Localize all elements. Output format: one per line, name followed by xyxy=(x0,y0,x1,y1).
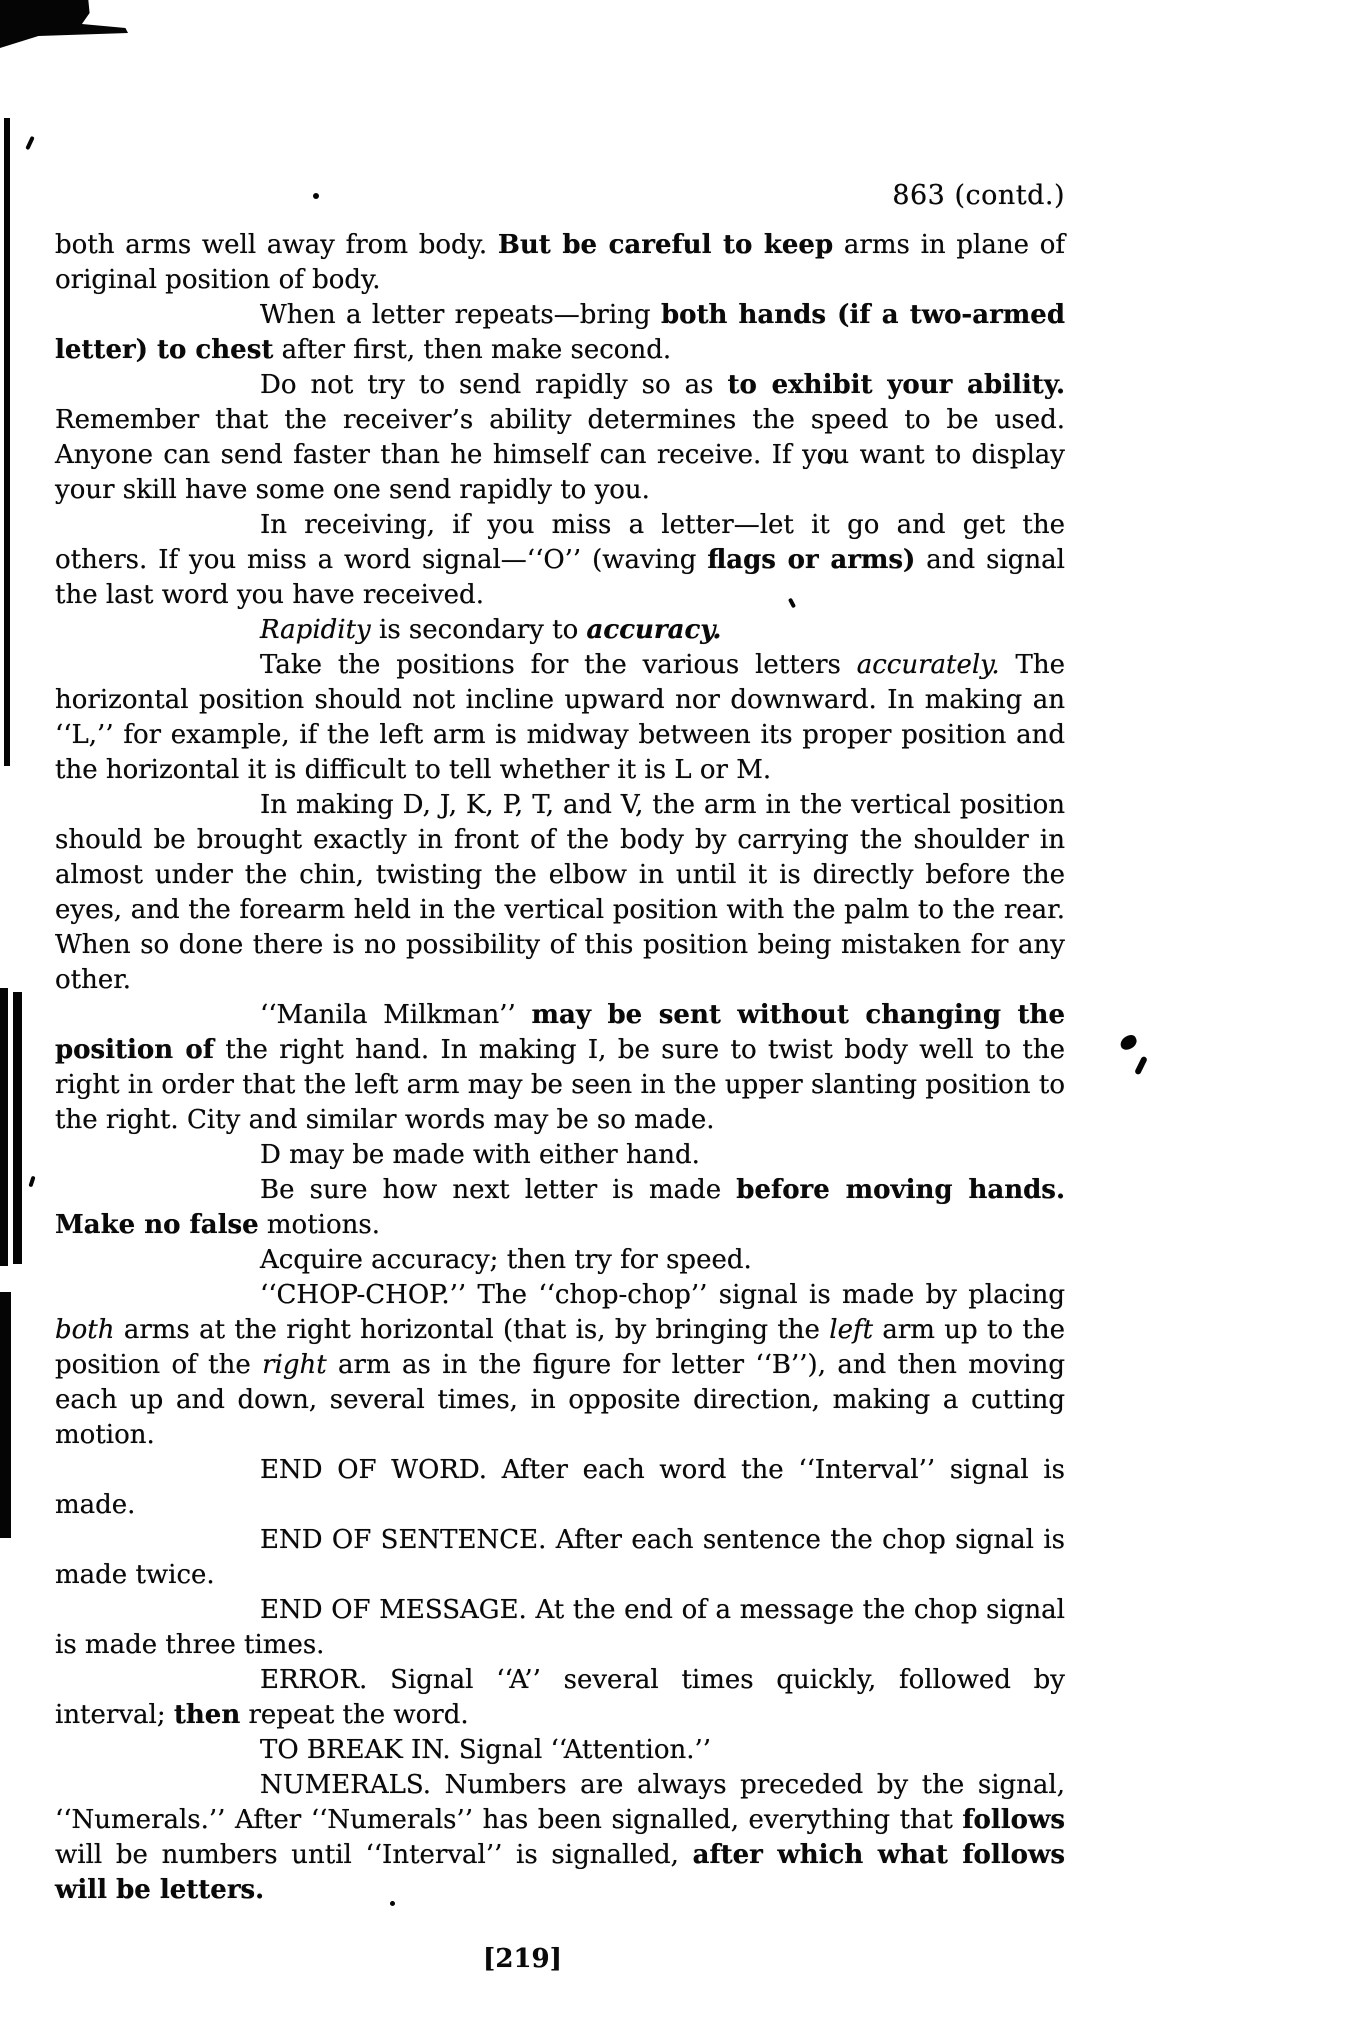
scan-speck-tick-margin xyxy=(28,1176,35,1188)
paragraph xyxy=(55,998,1065,1138)
paragraph xyxy=(55,1243,1065,1278)
paragraph xyxy=(55,1523,1065,1593)
paragraph xyxy=(55,368,1065,508)
paragraph xyxy=(55,228,1065,298)
paragraph xyxy=(55,613,1065,648)
scan-ink-blob-right xyxy=(1118,1033,1139,1052)
text-segment: END OF WORD. After each word the ‘‘Interval’’ signal is made. xyxy=(55,1455,1065,1520)
text-segment: is secondary to xyxy=(370,615,587,645)
text-segment: NUMERALS. Numbers are always preceded by the signal, ‘‘Numerals.’’ After ‘‘Numerals’’ has been signalled, everything that xyxy=(55,1770,1065,1835)
text-segment: right xyxy=(262,1350,327,1380)
paragraph xyxy=(55,508,1065,613)
text-segment: motions. xyxy=(258,1210,380,1240)
scan-binding-bar-lower xyxy=(0,1292,11,1538)
text-segment: arm as in the figure for letter ‘‘B’’), and then moving each up and down, several times, in opposite direction, making a cutting motion. xyxy=(55,1350,1065,1450)
text-segment: accuracy. xyxy=(586,615,722,645)
paragraph xyxy=(55,1278,1065,1453)
text-segment: may be sent without changing the position of xyxy=(55,1000,1065,1065)
text-segment: ERROR. Signal ‘‘A’’ several times quickly, followed by interval; xyxy=(55,1665,1065,1730)
text-segment: both xyxy=(55,1315,115,1345)
text-segment: then xyxy=(173,1700,241,1730)
text-segment: repeat the word. xyxy=(240,1700,469,1730)
text-segment: arms in plane of original position of body. xyxy=(55,230,1065,295)
paragraph xyxy=(55,1593,1065,1663)
scan-binding-line-top xyxy=(4,118,10,766)
text-segment: the right hand. In making I, be sure to twist body well to the right in order that the left arm may be seen in the upper slanting position to the right. City and similar words may be so made. xyxy=(55,1035,1065,1135)
text-segment: left xyxy=(829,1315,874,1345)
paragraph xyxy=(55,1173,1065,1243)
text-segment: flags or arms) xyxy=(707,545,916,575)
text-segment: In receiving, if you miss a letter—let it go and get the others. If you miss a word signal—‘‘O’’ (waving xyxy=(55,510,1065,575)
text-segment: Rapidity xyxy=(260,615,371,645)
text-segment: Acquire accuracy; then try for speed. xyxy=(260,1245,752,1275)
paragraph xyxy=(55,298,1065,368)
page-number-header: 863 (contd.) xyxy=(892,180,1065,211)
text-segment: D may be made with either hand. xyxy=(260,1140,700,1170)
scan-binding-bar-middle-1 xyxy=(0,988,8,1266)
text-segment: END OF MESSAGE. At the end of a message the chop signal is made three times. xyxy=(55,1595,1065,1660)
text-segment: both hands (if a two-armed letter) to chest xyxy=(55,300,1065,365)
text-segment: But be careful to keep xyxy=(497,230,834,260)
text-segment: and signal the last word you have received. xyxy=(55,545,1065,610)
scan-corner-tear-artifact xyxy=(0,0,128,50)
text-segment: after first, then make second. xyxy=(273,335,672,365)
document-body xyxy=(55,228,1065,1908)
text-segment: Do not try to send rapidly so as xyxy=(260,370,728,400)
text-segment: Remember that the receiver’s ability determines the speed to be used. Anyone can send faster than he himself can receive. If you want to display your skill have some one send rapidly to you. xyxy=(55,405,1065,505)
paragraph xyxy=(55,1663,1065,1733)
text-segment: When a letter repeats—bring xyxy=(260,300,661,330)
text-segment: both arms well away from body. xyxy=(55,230,498,260)
page-number-footer: [219] xyxy=(483,1944,562,1974)
text-segment: will be numbers until ‘‘Interval’’ is signalled, xyxy=(55,1840,693,1870)
text-segment: In making D, J, K, P, T, and V, the arm in the vertical position should be brought exactly in front of the body by carrying the shoulder in almost under the chin, twisting the elbow in until it is directly before the eyes, and the forearm held in the vertical position with the palm to the rear. When so done there is no possibility of this position being mistaken for any other. xyxy=(55,790,1065,995)
text-segment: ‘‘CHOP-CHOP.’’ The ‘‘chop-chop’’ signal is made by placing xyxy=(260,1280,1065,1310)
paragraph xyxy=(55,1453,1065,1523)
text-segment: Be sure how next letter is made xyxy=(260,1175,737,1205)
scan-ink-comma-right xyxy=(1134,1056,1148,1076)
paragraph xyxy=(55,1768,1065,1908)
text-segment: Take the positions for the various letters xyxy=(260,650,857,680)
paragraph xyxy=(55,1733,1065,1768)
paragraph xyxy=(55,788,1065,998)
scan-speck-tick-topleft xyxy=(25,136,35,150)
text-segment: to exhibit your ability. xyxy=(727,370,1065,400)
scan-binding-bar-middle-2 xyxy=(13,992,22,1264)
text-segment: follows xyxy=(962,1805,1065,1835)
paragraph xyxy=(55,1138,1065,1173)
text-segment: arm up to the position of the xyxy=(55,1315,1065,1380)
text-segment: The horizontal position should not incline upward nor downward. In making an ‘‘L,’’ for example, if the left arm is midway between its proper position and the horizontal it is difficult to tell whether it is L or M. xyxy=(55,650,1065,785)
text-segment: arms at the right horizontal (that is, by bringing the xyxy=(114,1315,830,1345)
paragraph xyxy=(55,648,1065,788)
text-segment: END OF SENTENCE. After each sentence the chop signal is made twice. xyxy=(55,1525,1065,1590)
text-segment: before moving hands. Make no false xyxy=(55,1175,1065,1240)
text-segment: accurately. xyxy=(856,650,1000,680)
text-segment: ‘‘Manila Milkman’’ xyxy=(260,1000,532,1030)
text-segment: after which what follows will be letters. xyxy=(55,1840,1065,1905)
text-segment: TO BREAK IN. Signal ‘‘Attention.’’ xyxy=(260,1735,712,1765)
